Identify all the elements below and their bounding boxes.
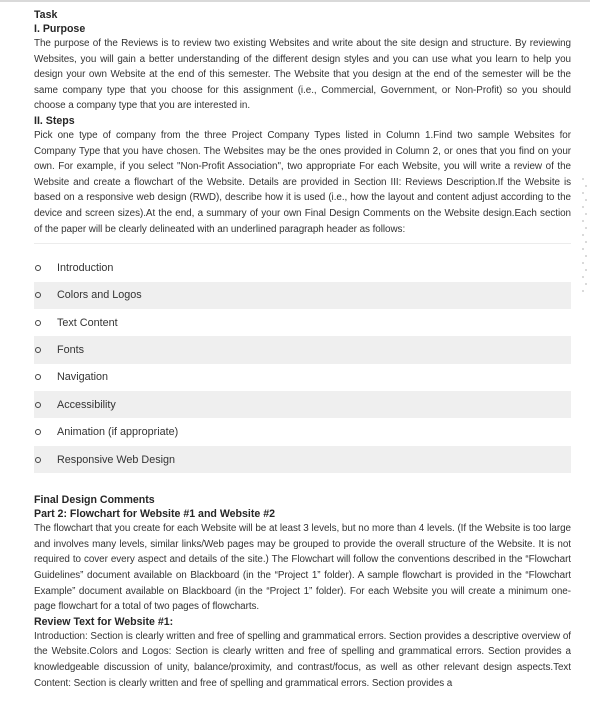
- bullet-icon: [35, 292, 41, 298]
- list-item-label: Text Content: [57, 316, 118, 329]
- scroll-indicator: [582, 178, 588, 297]
- list-item-label: Colors and Logos: [57, 289, 142, 302]
- list-item: [34, 446, 571, 473]
- review-heading: Review Text for Website #1:: [34, 615, 174, 628]
- steps-heading: II. Steps: [34, 114, 75, 127]
- list-item-label: Navigation: [57, 371, 109, 384]
- top-divider: [0, 0, 590, 2]
- list-item: [34, 418, 571, 445]
- list-item: [34, 254, 571, 281]
- section-list: [34, 254, 571, 473]
- list-item-label: Fonts: [57, 343, 85, 356]
- list-item-label: Animation (if appropriate): [57, 426, 179, 439]
- purpose-heading: I. Purpose: [34, 23, 86, 35]
- review-paragraph: Introduction: Section is clearly written and free of spelling and grammatical errors. Section provides a descriptive overview of the Website.Colors and Logos: Section is clearly written and free of spelling and grammatical errors. Section provides a knowledgeable discussion of unity, balance/proximity, and contrast/focus, as well as other relevant design aspects.Text Content: Section is clearly written and free of spelling and grammatical errors. Section provides a: [34, 630, 571, 689]
- bullet-icon: [35, 265, 41, 271]
- final-design-heading: Final Design Comments: [34, 494, 155, 507]
- task-heading: Task: [34, 9, 58, 21]
- list-item-label: Responsive Web Design: [57, 453, 176, 466]
- bullet-icon: [35, 374, 41, 380]
- part2-heading: Part 2: Flowchart for Website #1 and Website #2: [34, 508, 275, 521]
- list-item: [34, 391, 571, 418]
- list-item: [34, 364, 571, 391]
- purpose-paragraph: The purpose of the Reviews is to review two existing Websites and write about the site design and structure. By reviewing Websites, you will gain a better understanding of the different design styles and you can use what you learn to help you design your own Website at the end of this semester. The Website that you design at the end of the semester will be the same company type that you choose for this assignment (i.e., Commercial, Government, or Non-Profit) so you should choose a company type that you are interested in.: [34, 38, 571, 112]
- list-item-label: Introduction: [57, 261, 114, 274]
- bullet-icon: [35, 347, 41, 353]
- part2-paragraph: The flowchart that you create for each Website will be at least 3 levels, but no more than 4 levels. (If the Website is too large and involves many levels, similar links/Web pages may be grouped to provide the overall structure of the Website. It is not required to cover every aspect and details of the site.) The Flowchart will follow the conventions described in the “Flowchart Guidelines” document available on Blackboard (in the “Project 1” folder). A sample flowchart is provided in the “Flowchart Example” document available on Blackboard (in the “Project 1” folder). For each Website you will create a minimum one-page flowchart for a total of two pages of flowcharts.: [34, 523, 571, 613]
- list-item: [34, 309, 571, 336]
- bullet-icon: [35, 429, 41, 435]
- document-body: [34, 8, 571, 691]
- list-item: [34, 336, 571, 363]
- bullet-icon: [35, 402, 41, 408]
- bullet-icon: [35, 457, 41, 463]
- list-item: [34, 282, 571, 309]
- bullet-icon: [35, 320, 41, 326]
- section-divider: [34, 243, 571, 244]
- list-item-label: Accessibility: [57, 398, 116, 411]
- steps-paragraph: Pick one type of company from the three Project Company Types listed in Column 1.Find two sample Websites for Company Type that you have chosen. The Websites may be the ones provided in Column 2, or ones that you find on your own. For example, if you select "Non-Profit Association", two appropriate For each Website, you will write a review of the Website and create a flowchart of the Website. Details are provided in Section III: Reviews Description.If the Website is based on a responsive web design (RWD), describe how it is used (i.e., how the layout and content adjust according to the device and screen sizes).At the end, a summary of your own Final Design Comments on the Website design.Each section of the paper will be clearly delineated with an underlined paragraph header as follows:: [34, 129, 571, 235]
